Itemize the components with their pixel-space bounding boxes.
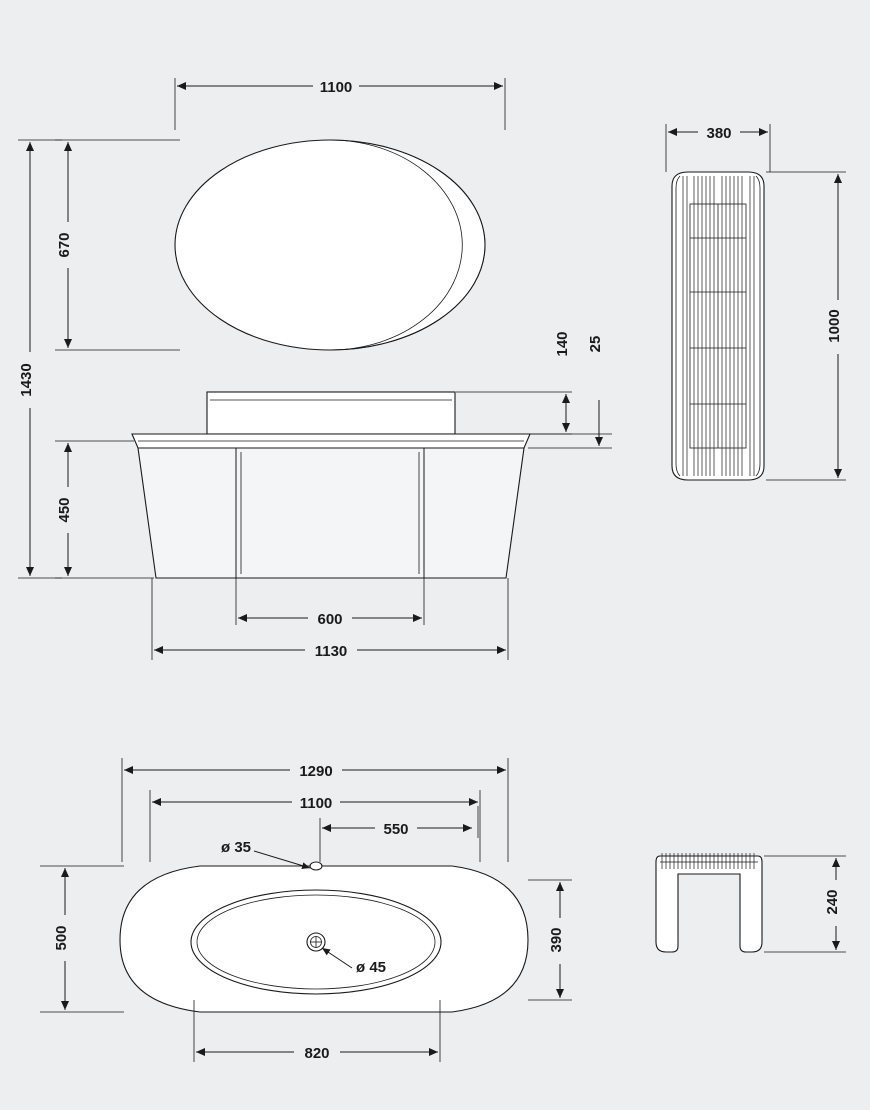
dim-tap-offset bbox=[320, 806, 478, 862]
dim-label-390: 390 bbox=[548, 927, 565, 953]
side-unit-plan-view bbox=[656, 853, 762, 952]
dim-label-240: 240 bbox=[824, 889, 841, 915]
dim-cabinet-height bbox=[55, 441, 154, 578]
dim-top-depth bbox=[40, 866, 124, 1012]
dim-label-1290: 1290 bbox=[299, 763, 333, 780]
dim-label-380: 380 bbox=[706, 125, 732, 142]
dim-label-600: 600 bbox=[317, 611, 343, 628]
basin-plan-view bbox=[120, 862, 528, 1012]
dim-label-1430: 1430 bbox=[18, 363, 35, 397]
dim-label-1000: 1000 bbox=[826, 309, 843, 343]
mirror-view bbox=[175, 140, 485, 350]
dim-label-670: 670 bbox=[56, 232, 73, 258]
dim-basin-top-thickness bbox=[456, 322, 612, 448]
cabinet-front-view bbox=[132, 392, 530, 578]
dim-label-550: 550 bbox=[383, 821, 409, 838]
dim-label-820: 820 bbox=[304, 1045, 330, 1062]
dim-label-1130: 1130 bbox=[314, 643, 348, 660]
dim-label-500: 500 bbox=[53, 925, 70, 951]
dim-door-width bbox=[236, 578, 424, 628]
dim-bowl-depth bbox=[528, 880, 572, 1000]
dim-label-140: 140 bbox=[554, 331, 571, 357]
dim-side-height bbox=[766, 172, 850, 480]
dim-side-width bbox=[666, 122, 770, 172]
dim-label-dia35: ø 35 bbox=[220, 839, 251, 856]
dim-basin-width bbox=[150, 790, 480, 862]
dim-tap-hole bbox=[221, 839, 310, 868]
dim-label-dia45: ø 45 bbox=[356, 959, 387, 976]
dim-label-1100-basin: 1100 bbox=[299, 795, 333, 812]
dim-mirror-height bbox=[55, 140, 180, 350]
dim-side-depth bbox=[764, 856, 848, 952]
dim-label-mirror-width: 1100 bbox=[319, 79, 353, 96]
dim-label-450: 450 bbox=[56, 497, 73, 523]
tall-unit-side-view bbox=[672, 172, 764, 480]
dim-mirror-width bbox=[175, 76, 505, 130]
dim-label-25: 25 bbox=[587, 335, 604, 353]
